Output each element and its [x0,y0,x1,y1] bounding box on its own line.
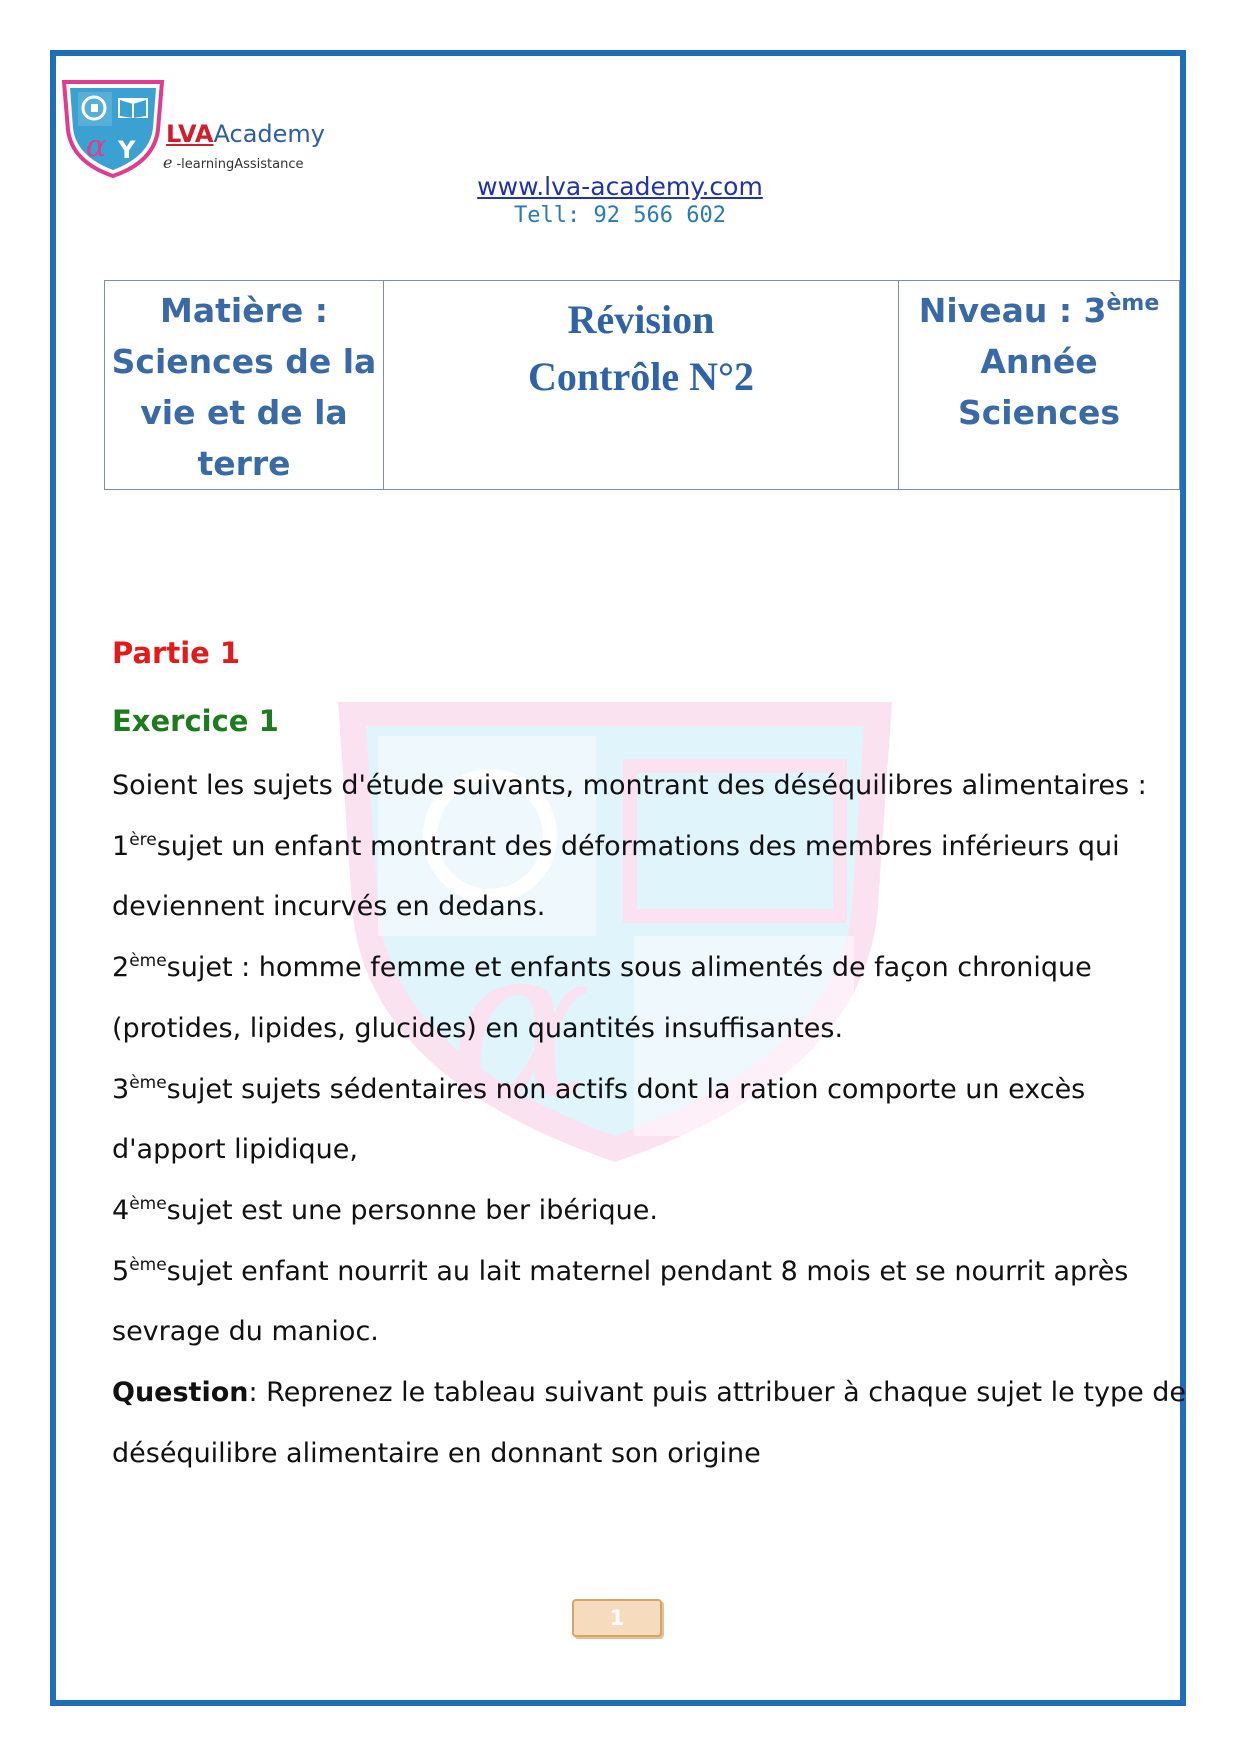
subject-sup: ère [129,829,157,850]
telephone: Tell: 92 566 602 [514,203,726,228]
website-link[interactable]: www.lva-academy.com [477,172,763,201]
question-text: : Reprenez le tableau suivant puis attribuer à chaque sujet le type de [248,1377,1187,1409]
subject-num: 5 [112,1255,130,1287]
subject-2-cont: (protides, lipides, glucides) en quantités insuffisantes. [112,1012,844,1044]
subject-4 [112,1181,1172,1242]
matiere-line: terre [197,444,291,483]
title-cell [384,281,899,490]
subject-text: sujet : homme femme et enfants sous alimentés de façon chronique [166,952,1092,984]
matiere-line: Sciences de la [111,342,377,381]
svg-text:α: α [450,901,592,1146]
subject-sup: ème [129,1193,167,1214]
logo-brand [166,120,325,148]
exercice-heading: Exercice 1 [112,704,279,738]
subject-sup: ème [129,1254,167,1275]
matiere-line: vie et de la [140,393,348,432]
logo-tagline-e: e [163,153,173,172]
subject-text: sujet un enfant montrant des déformations des membres inférieurs qui [156,830,1120,862]
partie-heading: Partie 1 [112,636,241,670]
logo-brand-lva: LVA [166,120,214,148]
subject-text: sujet est une personne ber ibérique. [166,1194,658,1226]
svg-text:Y: Y [118,136,136,164]
niveau-sup: ème [1106,291,1160,316]
subject-5 [112,1242,1172,1303]
niveau-line: Année [980,342,1098,381]
logo-brand-academy: Academy [213,120,325,148]
page-number: 1 [572,1599,662,1637]
subject-num: 1 [112,830,130,862]
question [112,1363,1187,1424]
matiere-cell [105,281,384,490]
subject-1 [112,817,1172,878]
question-cont: déséquilibre alimentaire en donnant son origine [112,1437,761,1469]
question-label: Question [112,1377,249,1409]
subject-5-cont: sevrage du manioc. [112,1316,379,1348]
niveau-line: Sciences [957,393,1121,432]
subject-num: 2 [112,952,130,984]
intro-text: Soient les sujets d'étude suivants, montrant des déséquilibres alimentaires : [112,770,1147,801]
subject-sup: ème [129,951,167,972]
title-line: Révision [567,297,715,342]
header-table [104,280,1180,490]
subject-3-cont: d'apport lipidique, [112,1134,358,1166]
niveau-prefix: Niveau : 3 [918,291,1107,330]
exercise-content [112,625,1187,1484]
logo-tagline [163,153,303,172]
niveau-line [899,285,1179,336]
subject-text: sujet sujets sédentaires non actifs dont la ration comporte un excès [166,1073,1086,1105]
subject-sup: ème [129,1072,167,1093]
subject-num: 4 [112,1194,130,1226]
svg-text:α: α [86,129,107,164]
title-line: Contrôle N°2 [528,354,754,399]
subject-num: 3 [112,1073,130,1105]
matiere-line: Matière : [160,291,328,330]
subject-1-cont: deviennent incurvés en dedans. [112,891,546,923]
logo-tagline-text: -learningAssistance [176,157,304,172]
subject-3 [112,1060,1172,1121]
subject-2 [112,938,1172,999]
niveau-cell [899,281,1180,490]
subject-text: sujet enfant nourrit au lait maternel pendant 8 mois et se nourrit après [166,1255,1129,1287]
